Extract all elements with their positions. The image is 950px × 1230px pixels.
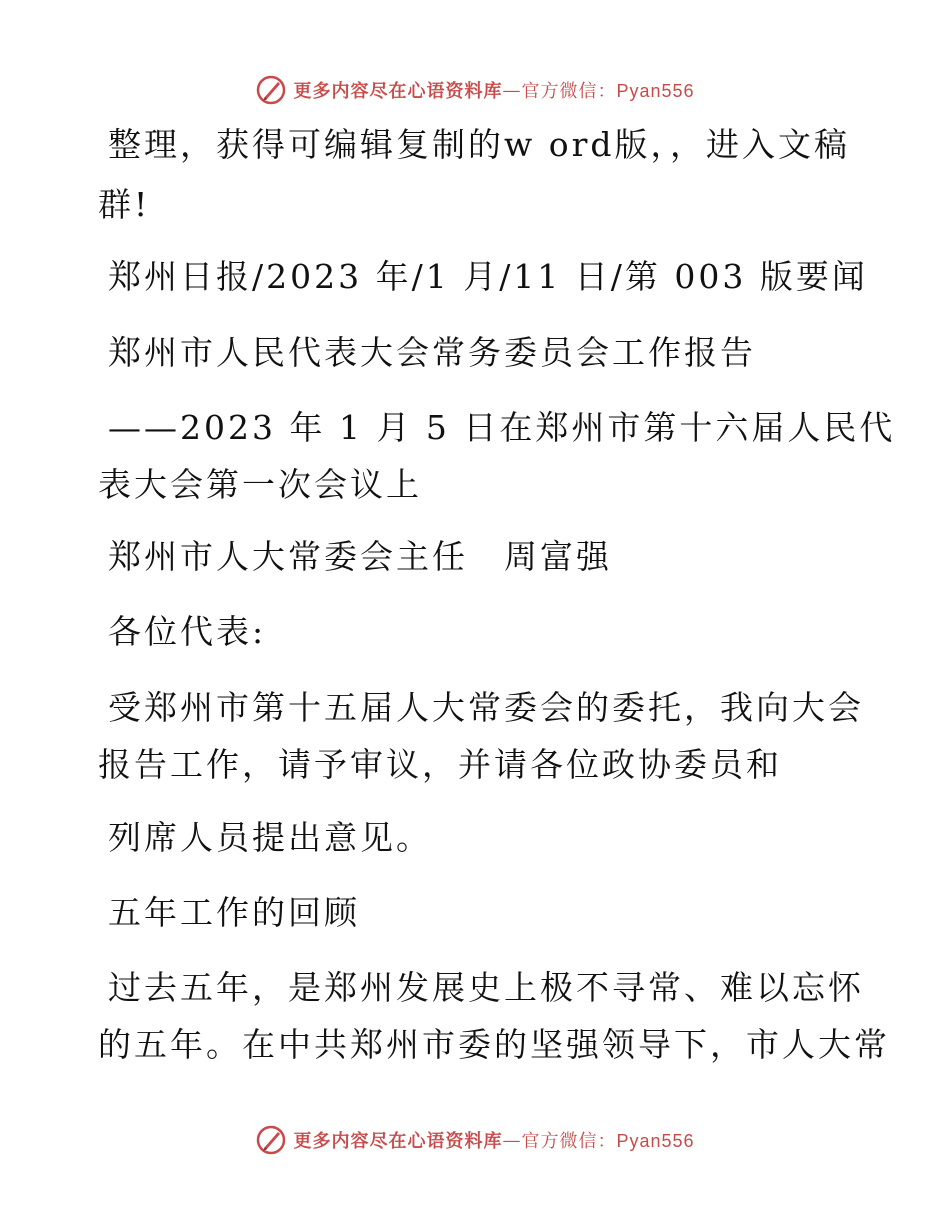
body-line: 列席人员提出意见。 xyxy=(108,818,432,857)
banner-text: 更多内容尽在心语资料库 xyxy=(293,81,503,102)
banner-text: 更多内容尽在心语资料库 xyxy=(293,1131,503,1152)
header-banner xyxy=(0,70,950,110)
body-line: 过去五年，是郑州发展史上极不寻常、难以忘怀 xyxy=(108,968,864,1007)
quill-logo-icon xyxy=(255,1124,287,1156)
speaker-line: 郑州市人大常委会主任 周富强 xyxy=(108,537,612,576)
footer-banner xyxy=(0,1120,950,1160)
body-line: 群! xyxy=(98,185,151,224)
banner-contact: 官方微信：Pyan556 xyxy=(521,1131,695,1151)
body-line: 受郑州市第十五届人大常委会的委托，我向大会 xyxy=(108,688,864,727)
body-line: ——2023 年 1 月 5 日在郑州市第十六届人民代 xyxy=(108,408,896,447)
body-line: 郑州日报/2023 年/1 月/11 日/第 003 版要闻 xyxy=(108,257,868,296)
banner-separator: — xyxy=(502,1129,522,1151)
banner-separator: — xyxy=(502,79,522,101)
body-line: 的五年。在中共郑州市委的坚强领导下，市人大常 xyxy=(98,1025,890,1064)
quill-logo-icon xyxy=(255,74,287,106)
body-line: 整理，获得可编辑复制的w ord版，，进入文稿 xyxy=(108,125,851,164)
body-line: 表大会第一次会议上 xyxy=(98,465,422,504)
body-line: 各位代表: xyxy=(108,612,267,651)
section-heading: 五年工作的回顾 xyxy=(108,893,360,932)
document-title: 郑州市人民代表大会常务委员会工作报告 xyxy=(108,333,756,372)
body-line: 报告工作，请予审议，并请各位政协委员和 xyxy=(98,745,782,784)
banner-contact: 官方微信：Pyan556 xyxy=(521,81,695,101)
